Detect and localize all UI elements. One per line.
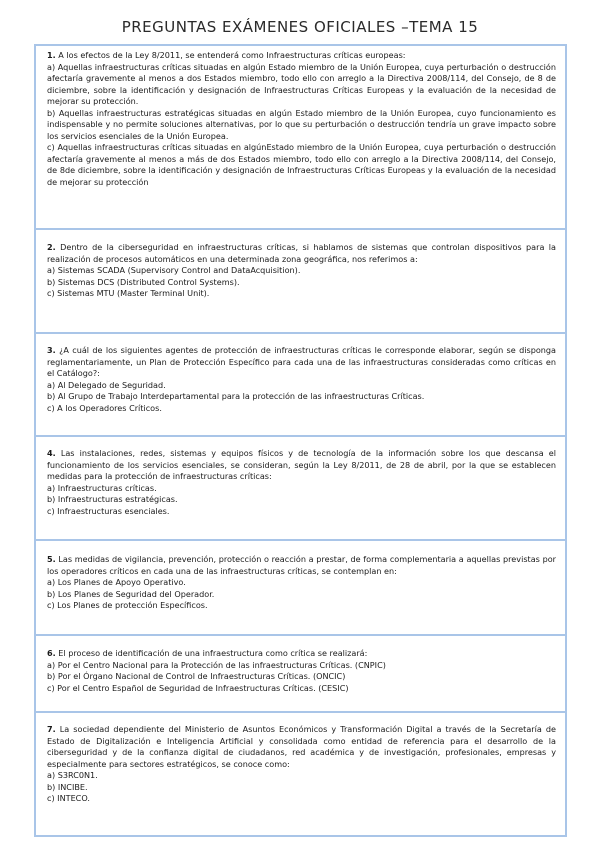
answer-option-b: b) Infraestructuras estratégicas. <box>47 494 178 504</box>
question-stem <box>47 724 556 770</box>
question-number: 7. <box>47 724 56 734</box>
question-number: 6. <box>47 648 56 658</box>
question-stem <box>47 448 556 483</box>
answer-option-b: b) Los Planes de Seguridad del Operador. <box>47 588 215 599</box>
page-title: PREGUNTAS EXÁMENES OFICIALES –TEMA 15 <box>121 18 479 36</box>
answer-option-a: a) S3RC0N1. <box>47 770 98 780</box>
question-stem <box>47 648 556 660</box>
answer-option-c: c) Sistemas MTU (Master Terminal Unit). <box>47 288 210 298</box>
answer-option-c: c) INTECO. <box>47 793 90 803</box>
question-stem <box>47 50 556 62</box>
question-block <box>36 46 565 230</box>
question-stem <box>47 242 556 265</box>
question-block <box>36 713 565 835</box>
question-text: A los efectos de la Ley 8/2011, se entenderá como Infraestructuras críticas europeas: <box>58 50 406 60</box>
question-block <box>36 541 565 636</box>
question-number: 2. <box>47 242 56 252</box>
answer-option-b: b) Al Grupo de Trabajo Interdepartamental para la protección de las infraestructuras Críticas. <box>47 391 425 401</box>
question-number: 4. <box>47 448 56 458</box>
question-number: 1. <box>47 50 56 60</box>
answer-option-c: c) Los Planes de protección Específicos. <box>47 600 208 610</box>
question-text: La sociedad dependiente del Ministerio de Asuntos Económicos y Transformación Digital a través de la Secretaría de Estado de Digitalización e Inteligencia Artificial y consolidada como entidad de referencia para el desarrollo de la ciberseguridad y de la confianza digital de ciudadanos, red académica y de investigación, profesionales, empresas y especialmente para sectores estratégicos, se conoce como: <box>47 724 556 769</box>
answer-option-c: c) A los Operadores Críticos. <box>47 402 162 413</box>
question-block <box>36 437 565 541</box>
answer-option-b: b) Por el Órgano Nacional de Control de Infraestructuras Críticas. (ONCIC) <box>47 671 346 681</box>
question-block <box>36 230 565 334</box>
answer-option-b: b) INCIBE. <box>47 781 88 792</box>
answer-option-a: a) Por el Centro Nacional para la Protección de las infraestructuras Críticas. (CNPIC) <box>47 659 386 670</box>
answer-option-c: c) Por el Centro Español de Seguridad de Infraestructuras Críticas. (CESIC) <box>47 682 349 693</box>
answer-option-a: a) Infraestructuras críticas. <box>47 482 157 493</box>
question-text: ¿A cuál de los siguientes agentes de protección de infraestructuras críticas le corresponde elaborar, según se disponga reglamentariamente, un Plan de Protección Específico para cada una de las infraestructuras consideradas como críticas en el Catálogo?: <box>47 345 557 378</box>
question-text: Las medidas de vigilancia, prevención, protección o reacción a prestar, de forma complementaria a aquellas previstas por los operadores críticos en cada una de las infraestructuras críticas, se contemplan en: <box>47 554 556 576</box>
answer-option-c: c) Aquellas infraestructuras críticas situadas en algúnEstado miembro de la Unión Europea, cuya perturbación o destrucción afectaría gravemente al menos a más de dos Estados miembro, todo ello con arreglo a la Directiva 2008/114, del Consejo, de 8de diciembre, sobre la identificación y designación de Infraestructuras Críticas Europeas y la evaluación de la necesidad de mejorar su protección <box>47 142 556 187</box>
question-text: Dentro de la ciberseguridad en infraestructuras críticas, si hablamos de sistemas que controlan dispositivos para la realización de procesos automáticos en una determinada zona geográfica, nos referimos a: <box>47 242 556 264</box>
question-block <box>36 636 565 713</box>
answer-option-a: a) Al Delegado de Seguridad. <box>47 379 166 390</box>
question-text: El proceso de identificación de una infraestructura como crítica se realizará: <box>58 648 368 658</box>
answer-option-b: b) Sistemas DCS (Distributed Control Systems). <box>47 276 240 287</box>
answer-option-a: a) Sistemas SCADA (Supervisory Control and DataAcquisition). <box>47 265 301 275</box>
answer-option-b: b) Aquellas infraestructuras estratégicas situadas en algún Estado miembro de la Unión Europea, cuyo funcionamiento es indispensable y no permite soluciones alternativas, por lo que su perturbación o destrucción tendría un grave impacto sobre los servicios esenciales de la Unión Europea. <box>47 107 556 141</box>
question-text: Las instalaciones, redes, sistemas y equipos físicos y de tecnología de la información sobre los que descansa el funcionamiento de los servicios esenciales, se consideran, según la Ley 8/2011, de 28 de abril, por la que se establecen medidas para la protección de infraestructuras críticas: <box>47 448 556 481</box>
question-block <box>36 334 565 437</box>
answer-option-a: a) Aquellas infraestructuras críticas situadas en algún Estado miembro de la Unión Europea, cuya perturbación o destrucción afectaría gravemente al menos a dos Estados miembro, todo ello con arreglo a la Directiva 2008/114, del Consejo, de 8 de diciembre, sobre la identificación y designación de Infraestructuras Críticas Europeas y la evaluación de la necesidad de mejorar su protección. <box>47 61 556 106</box>
answer-option-c: c) Infraestructuras esenciales. <box>47 505 170 516</box>
question-stem <box>47 554 556 577</box>
question-number: 5. <box>47 554 56 564</box>
question-list <box>34 44 567 837</box>
answer-option-a: a) Los Planes de Apoyo Operativo. <box>47 577 186 587</box>
question-number: 3. <box>47 345 56 355</box>
question-stem <box>47 345 556 380</box>
